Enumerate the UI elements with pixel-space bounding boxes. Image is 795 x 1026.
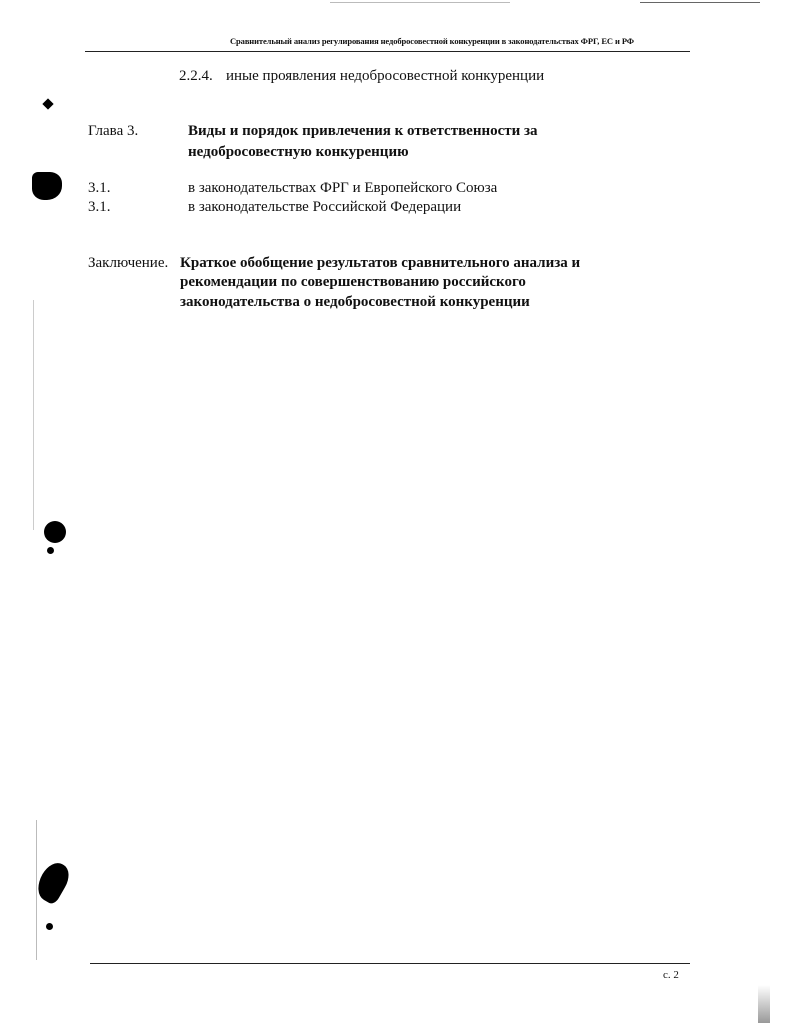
conclusion-label: Заключение. bbox=[88, 255, 169, 271]
scan-blot-top bbox=[32, 172, 62, 200]
conclusion-title-line1: Краткое обобщение результатов сравнительного анализа и bbox=[180, 255, 581, 271]
punch-dot-middle bbox=[47, 547, 54, 554]
chapter-3-title-line1: Виды и порядок привлечения к ответственности за bbox=[188, 123, 538, 139]
punch-dot-bottom bbox=[46, 923, 53, 930]
running-header: Сравнительный анализ регулирования недобросовестной конкуренции в законодательствах ФРГ, ЕС и РФ bbox=[230, 36, 634, 46]
scan-mark-small-top bbox=[42, 98, 53, 109]
top-scan-line-right bbox=[640, 2, 760, 3]
toc-item-3-1-a-text: в законодательствах ФРГ и Европейского Союза bbox=[188, 180, 498, 196]
left-margin-line-2 bbox=[36, 820, 37, 960]
conclusion-title-line3: законодательства о недобросовестной конкуренции bbox=[180, 294, 530, 310]
toc-item-2-2-4-text: иные проявления недобросовестной конкуренции bbox=[226, 68, 545, 84]
scan-blot-bottom bbox=[32, 858, 75, 906]
toc-item-3-1-b-number: 3.1. bbox=[88, 199, 111, 215]
scan-corner-shadow bbox=[758, 985, 770, 1023]
toc-item-3-1-b-text: в законодательстве Российской Федерации bbox=[188, 199, 462, 215]
chapter-3-title-line2: недобросовестную конкуренцию bbox=[188, 144, 409, 160]
left-margin-line-1 bbox=[33, 300, 34, 530]
toc-item-3-1-a-number: 3.1. bbox=[88, 180, 111, 196]
top-scan-line-left bbox=[330, 2, 510, 3]
toc-item-2-2-4-number: 2.2.4. bbox=[179, 68, 213, 84]
conclusion-title-line2: рекомендации по совершенствованию российского bbox=[180, 274, 526, 290]
footer-rule bbox=[90, 963, 690, 964]
header-rule bbox=[85, 51, 690, 52]
page-number: с. 2 bbox=[663, 969, 679, 981]
chapter-3-label: Глава 3. bbox=[88, 123, 139, 139]
punch-hole-middle bbox=[44, 521, 66, 543]
